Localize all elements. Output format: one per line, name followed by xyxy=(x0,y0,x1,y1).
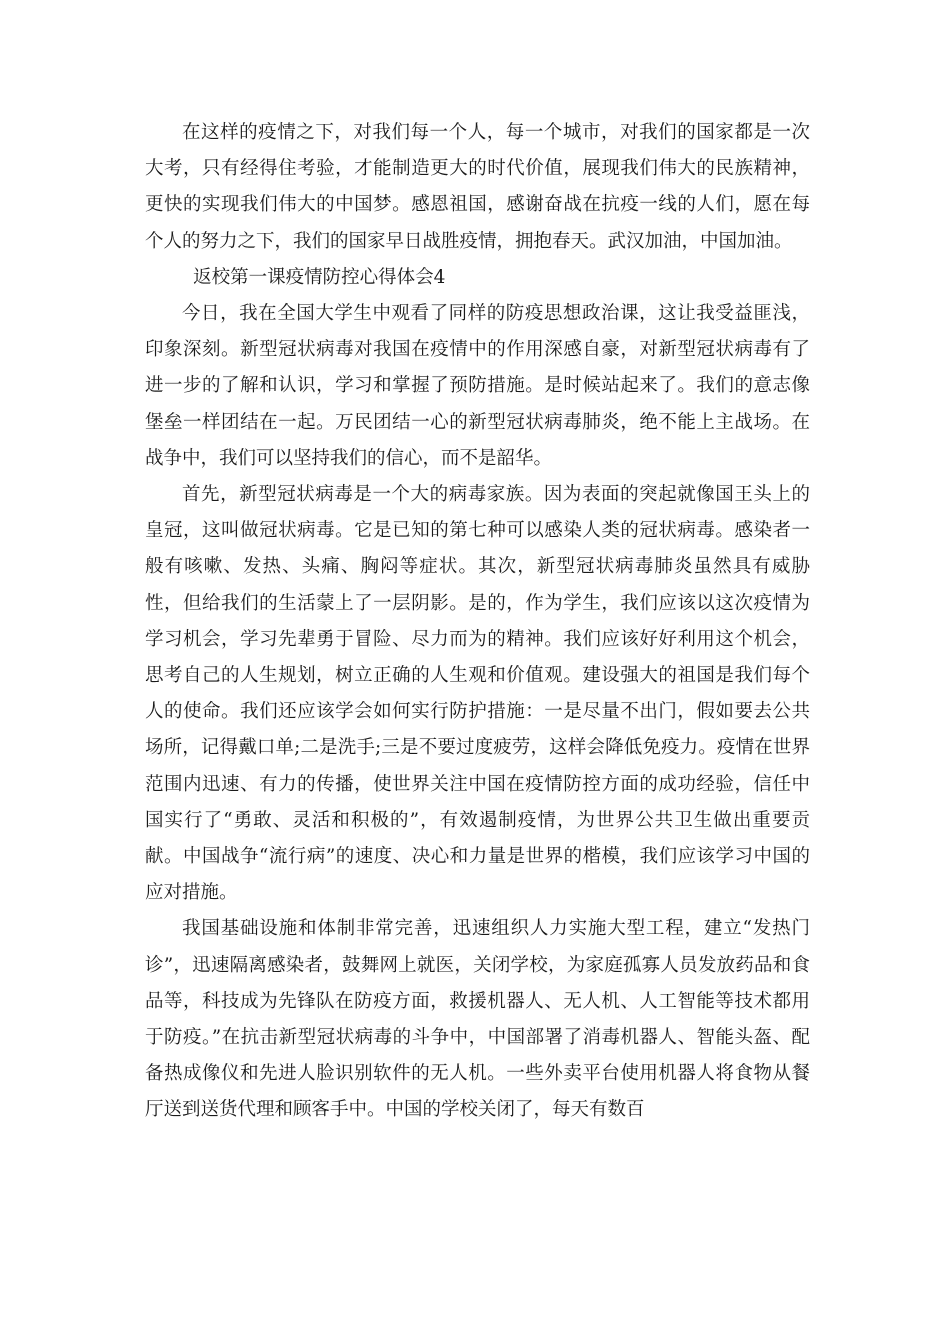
document-page xyxy=(145,115,810,1129)
section-heading: 返校第一课疫情防控心得体会4 xyxy=(193,266,446,288)
paragraph-body: 我国基础设施和体制非常完善，迅速组织人力实施大型工程，建立“发热门诊”，迅速隔离感染者，鼓舞网上就医，关闭学校，为家庭孤寡人员发放药品和食品等，科技成为先锋队在防疫方面，救援机器人、无人机、人工智能等技术都用于防疫。”在抗击新型冠状病毒的斗争中，中国部署了消毒机器人、智能头盔、配备热成像仪和先进人脸识别软件的无人机。一些外卖平台使用机器人将食物从餐厅送到送货代理和顾客手中。中国的学校关闭了，每天有数百 xyxy=(145,918,810,1121)
paragraph-continuation: 在这样的疫情之下，对我们每一个人，每一个城市，对我们的国家都是一次大考，只有经得住考验，才能制造更大的时代价值，展现我们伟大的民族精神，更快的实现我们伟大的中国梦。感恩祖国，感谢奋战在抗疫一线的人们，愿在每个人的努力之下，我们的国家早日战胜疫情，拥抱春天。武汉加油，中国加油。 xyxy=(145,122,810,252)
paragraph-body: 首先，新型冠状病毒是一个大的病毒家族。因为表面的突起就像国王头上的皇冠，这叫做冠状病毒。它是已知的第七种可以感染人类的冠状病毒。感染者一般有咳嗽、发热、头痛、胸闷等症状。其次，新型冠状病毒肺炎虽然具有威胁性，但给我们的生活蒙上了一层阴影。是的，作为学生，我们应该以这次疫情为学习机会，学习先辈勇于冒险、尽力而为的精神。我们应该好好利用这个机会，思考自己的人生规划，树立正确的人生观和价值观。建设强大的祖国是我们每个人的使命。我们还应该学会如何实行防护措施：一是尽量不出门，假如要去公共场所，记得戴口单;二是洗手;三是不要过度疲劳，这样会降低免疫力。疫情在世界范围内迅速、有力的传播，使世界关注中国在疫情防控方面的成功经验，信任中国实行了“勇敢、灵活和积极的”，有效遏制疫情，为世界公共卫生做出重要贡献。中国战争“流行病”的速度、决心和力量是世界的楷模，我们应该学习中国的应对措施。 xyxy=(145,484,810,904)
paragraph-body: 今日，我在全国大学生中观看了同样的防疫思想政治课，这让我受益匪浅，印象深刻。新型冠状病毒对我国在疫情中的作用深感自豪，对新型冠状病毒有了进一步的了解和认识，学习和掌握了预防措施。是时候站起来了。我们的意志像堡垒一样团结在一起。万民团结一心的新型冠状病毒肺炎，绝不能上主战场。在战争中，我们可以坚持我们的信心，而不是韶华。 xyxy=(145,303,810,469)
